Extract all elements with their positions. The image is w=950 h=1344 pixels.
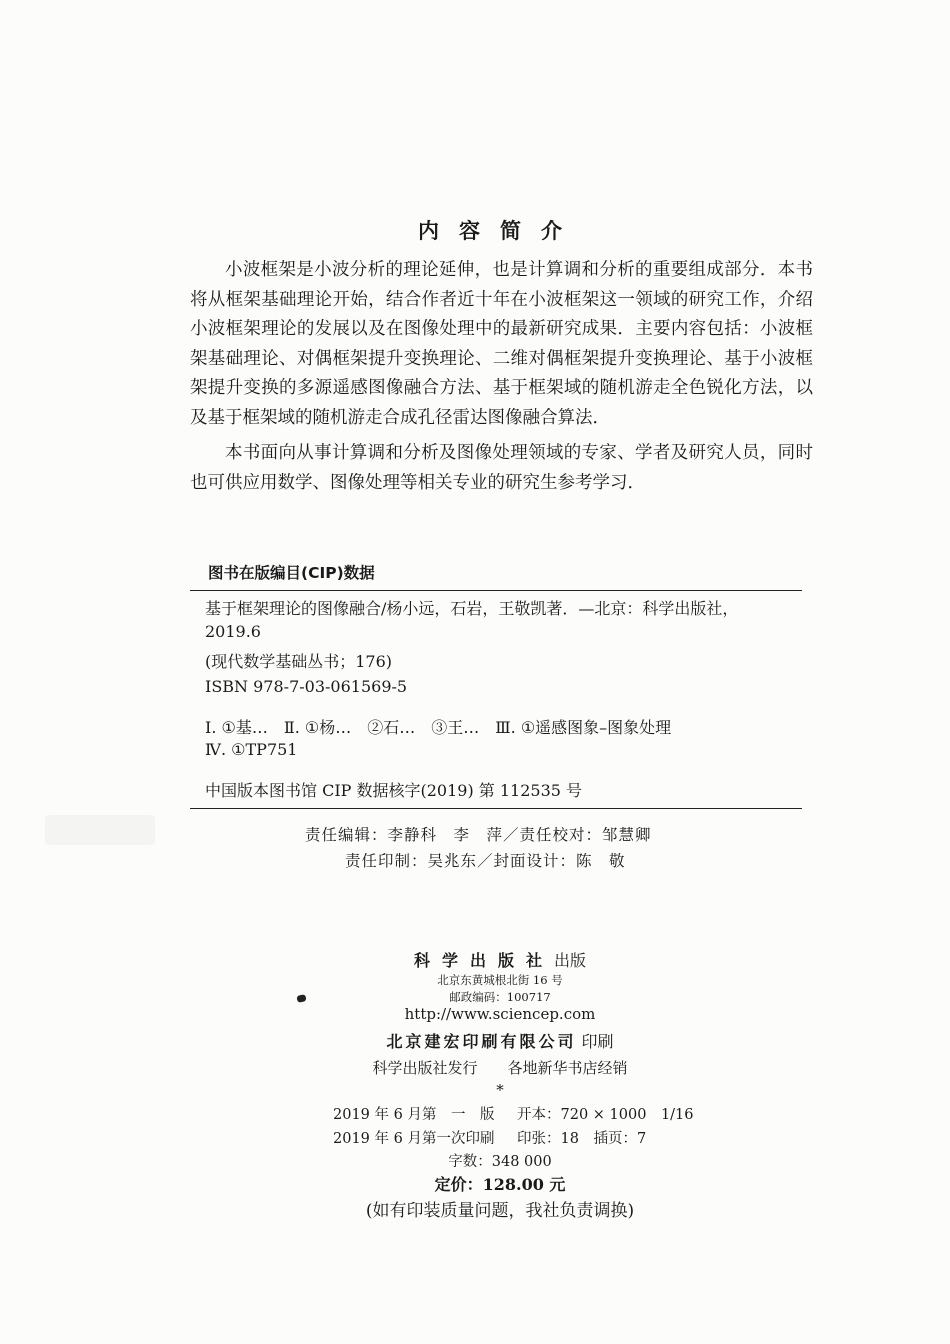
cip-title-line: 基于框架理论的图像融合/杨小远，石岩，王敬凯著．—北京：科学出版社，: [205, 599, 739, 618]
summary-paragraph-2: 本书面向从事计算调和分析及图像处理领域的专家、学者及研究人员，同时也可供应用数学、图像处理等相关专业的研究生参考学习．: [190, 443, 813, 493]
cip-classification-1: Ⅰ. ①基… Ⅱ. ①杨… ②石… ③王… Ⅲ. ①遥感图象–图象处理: [205, 718, 672, 737]
scan-smudge: [45, 815, 155, 845]
cip-verification: 中国版本图书馆 CIP 数据核字(2019) 第 112535 号: [205, 781, 583, 800]
print-sheets: 印张：18 插页：7: [517, 1131, 647, 1147]
printing-date: 2019 年 6 月第一次印刷: [333, 1131, 495, 1147]
separator-asterisk: *: [496, 1081, 504, 1099]
edition-date: 2019 年 6 月第 一 版: [333, 1107, 495, 1123]
publisher-address: 北京东黄城根北街 16 号: [437, 973, 563, 987]
printer-action: 印刷: [581, 1032, 614, 1051]
cip-isbn: ISBN 978-7-03-061569-5: [205, 677, 408, 696]
book-summary: [190, 256, 813, 498]
publisher-postcode: 邮政编码：100717: [449, 990, 551, 1004]
book-format: 开本：720 × 1000 1/16: [517, 1107, 694, 1123]
printer-name: 北京建宏印刷有限公司: [386, 1032, 577, 1051]
editors-line: 责任编辑：李静科 李 萍／责任校对：邹慧卿: [305, 826, 652, 844]
cip-year: 2019.6: [205, 622, 261, 641]
price: 定价：128.00 元: [434, 1175, 566, 1194]
publisher-line: [0, 948, 950, 971]
summary-paragraph-1: 小波框架是小波分析的理论延伸，也是计算调和分析的重要组成部分．本书将从框架基础理论开始，结合作者近十年在小波框架这一领域的研究工作，介绍小波框架理论的发展以及在图像处理中的最新研究成果．主要内容包括：小波框架基础理论、对偶框架提升变换理论、二维对偶框架提升变换理论、基于小波框架提升变换的多源遥感图像融合方法、基于框架域的随机游走全色锐化方法，以及基于框架域的随机游走合成孔径雷达图像融合算法．: [190, 260, 813, 428]
cip-bottom-rule: [190, 808, 802, 809]
printing-design-line: 责任印制：吴兆东／封面设计：陈 敬: [345, 852, 626, 870]
publisher-action: 出版: [554, 951, 587, 970]
cip-top-rule: [190, 590, 802, 591]
distribution-line: 科学出版社发行 各地新华书店经销: [372, 1059, 628, 1077]
quality-notice: (如有印装质量问题，我社负责调换): [365, 1201, 635, 1221]
publisher-name: 科学出版社: [413, 951, 554, 970]
printer-line: [0, 1029, 950, 1052]
cip-heading: 图书在版编目(CIP)数据: [208, 564, 375, 582]
cip-classification-2: Ⅳ. ①TP751: [205, 740, 298, 759]
publisher-url: http://www.sciencep.com: [404, 1005, 596, 1023]
cip-series: (现代数学基础丛书；176): [205, 652, 393, 671]
page-title: 内容简介: [418, 218, 582, 243]
word-count: 字数：348 000: [448, 1154, 552, 1170]
